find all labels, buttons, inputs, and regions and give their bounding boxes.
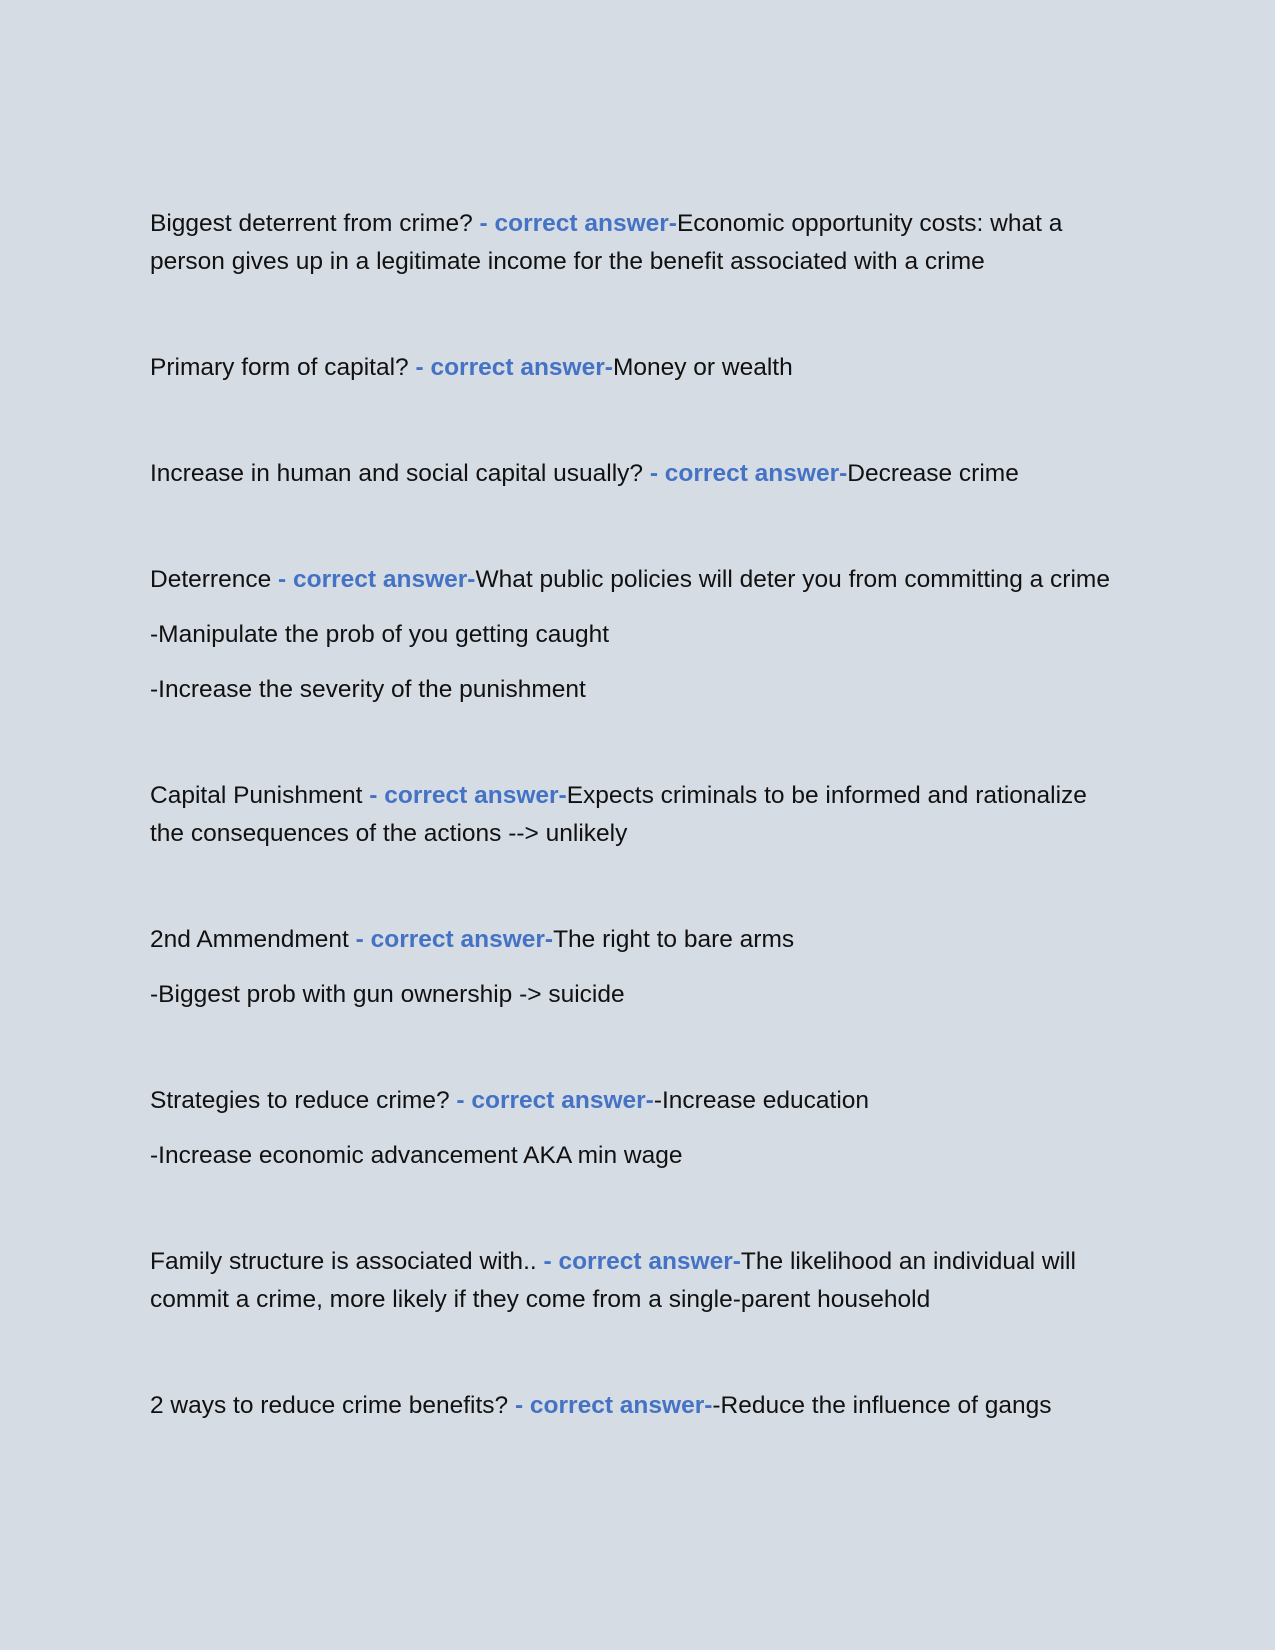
question-text: Capital Punishment: [150, 782, 370, 809]
qa-line: [150, 1387, 1125, 1425]
qa-line: [150, 455, 1125, 493]
answer-text: -Reduce the influence of gangs: [712, 1392, 1052, 1419]
answer-text: The likelihood an individual will commit a crime, more likely if they come from a single-parent household: [150, 1248, 1076, 1313]
answer-text: The right to bare arms: [553, 926, 795, 953]
answer-text: What public policies will deter you from committing a crime: [475, 566, 1110, 593]
qa-entry-1: [150, 205, 1125, 281]
qa-entry-4: [150, 561, 1125, 709]
answer-text: Expects criminals to be informed and rationalize the consequences of the actions --> unlikely: [150, 782, 1087, 847]
answer-extra-line: -Biggest prob with gun ownership -> suicide: [150, 981, 625, 1008]
question-text: Increase in human and social capital usually?: [150, 460, 650, 487]
answer-extra-line: -Manipulate the prob of you getting caught: [150, 621, 610, 648]
qa-entry-5: [150, 777, 1125, 853]
correct-answer-marker: - correct answer-: [649, 460, 848, 487]
question-text: 2nd Ammendment: [150, 926, 356, 953]
question-text: 2 ways to reduce crime benefits?: [150, 1392, 515, 1419]
qa-line: [150, 1243, 1125, 1319]
qa-entry-8: [150, 1243, 1125, 1319]
qa-line: [150, 205, 1125, 281]
correct-answer-marker: - correct answer-: [514, 1392, 713, 1419]
question-text: Primary form of capital?: [150, 354, 416, 381]
correct-answer-marker: - correct answer-: [278, 566, 476, 593]
correct-answer-marker: - correct answer-: [369, 782, 567, 809]
qa-line: [150, 777, 1125, 853]
correct-answer-marker: - correct answer-: [479, 210, 677, 237]
correct-answer-marker: - correct answer-: [415, 354, 613, 381]
qa-entry-3: [150, 455, 1125, 493]
qa-line: [150, 921, 1125, 959]
qa-entry-9: [150, 1387, 1125, 1425]
qa-entry-6: [150, 921, 1125, 1014]
answer-text: Money or wealth: [612, 354, 793, 381]
answer-text: -Increase education: [653, 1087, 870, 1114]
question-text: Family structure is associated with..: [150, 1248, 544, 1275]
qa-entry-2: [150, 349, 1125, 387]
question-text: Biggest deterrent from crime?: [150, 210, 480, 237]
correct-answer-marker: - correct answer-: [456, 1087, 654, 1114]
question-text: Deterrence: [150, 566, 279, 593]
answer-extra-line: -Increase economic advancement AKA min wage: [150, 1142, 683, 1169]
qa-line: [150, 1082, 1125, 1120]
answer-text: Economic opportunity costs: what a person gives up in a legitimate income for the benefit associated with a crime: [150, 210, 1063, 275]
qa-line: [150, 349, 1125, 387]
qa-entry-7: [150, 1082, 1125, 1175]
answer-text: Decrease crime: [847, 460, 1019, 487]
correct-answer-marker: - correct answer-: [543, 1248, 741, 1275]
correct-answer-marker: - correct answer-: [355, 926, 554, 953]
question-text: Strategies to reduce crime?: [150, 1087, 457, 1114]
answer-extra-line: -Increase the severity of the punishment: [150, 676, 586, 703]
qa-line: [150, 561, 1125, 599]
